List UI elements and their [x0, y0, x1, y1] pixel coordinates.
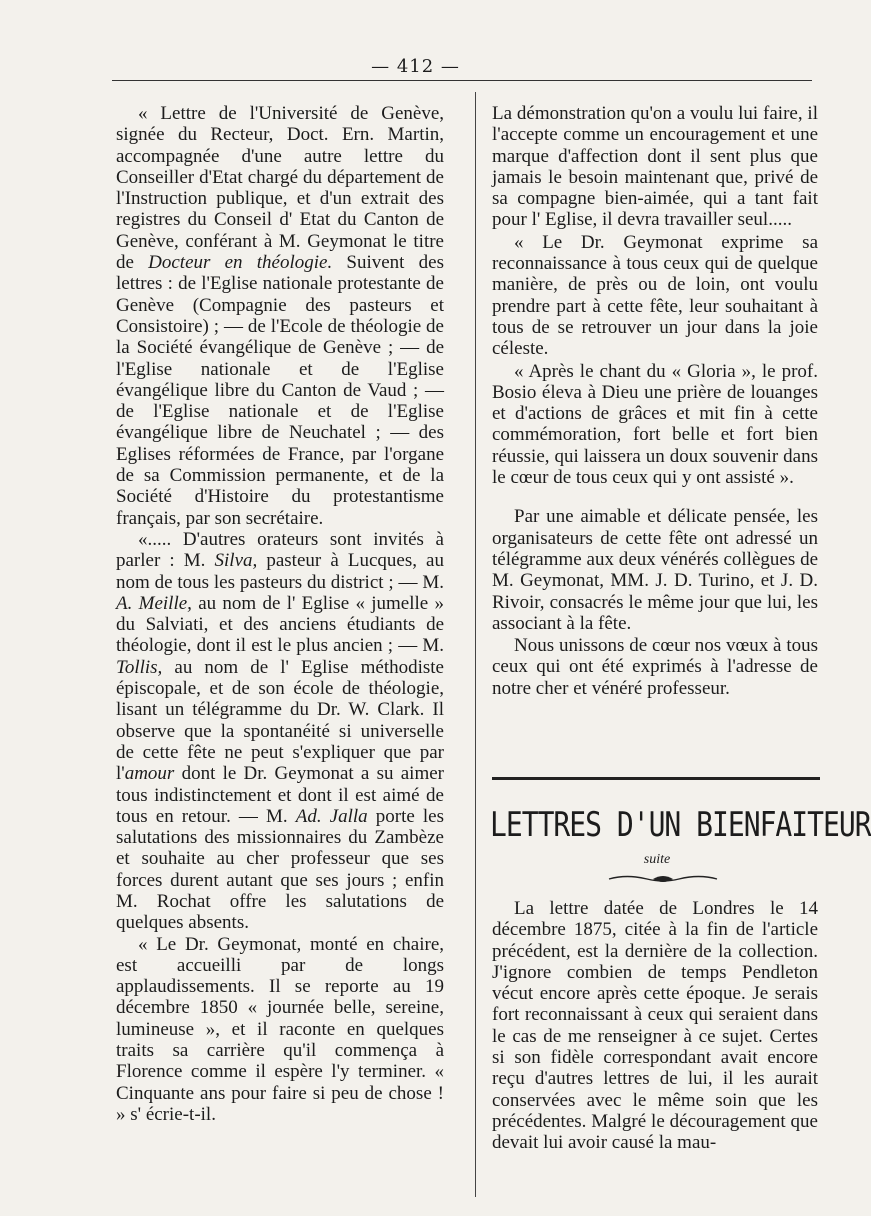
column-divider	[475, 92, 476, 1197]
section-title: LETTRES D'UN BIENFAITEUR	[490, 804, 871, 845]
left-paragraph-3: « Le Dr. Geymonat, monté en chaire, est accueilli par de longs applaudissements. Il se reporte au 19 décembre 1850 « journée belle, sereine, lumineuse », et il raconte en quelques traits sa carrière qu'il commença à Florence comme il espère l'y terminer. « Cinquante ans pour faire si peu de chose ! » s' écrie-t-il.	[116, 933, 444, 1125]
left-paragraph-1: « Lettre de l'Université de Genève, signée du Recteur, Doct. Ern. Martin, accompagnée d'une autre lettre du Conseiller d'Etat chargé du département de l'Instruction publique, et d'un extrait des registres du Conseil d' Etat du Canton de Genève, conférant à M. Geymonat le titre de Docteur en théologie. Suivent des lettres : de l'Eglise nationale protestante de Genève (Compagnie des pasteurs et Consistoire) ; — de l'Ecole de théologie de la Société évangélique de Genève ; — de l'Eglise nationale et de l'Eglise évangélique libre du Canton de Vaud ; — de l'Eglise nationale et de l'Eglise évangélique libre de Neuchatel ; — des Eglises réformées de France, par l'organe de sa Commission permanente, et de la Société d'Histoire du protestantisme français, par son secrétaire.	[116, 103, 444, 529]
section-body	[492, 898, 818, 1154]
right-paragraph-5: Nous unissons de cœur nos vœux à tous ceux qui ont été exprimés à l'adresse de notre cher et vénéré professeur.	[492, 635, 818, 699]
name-tollis: Tollis,	[116, 656, 163, 678]
name-meille: A. Meille,	[116, 592, 192, 614]
right-paragraph-4: Par une aimable et délicate pensée, les organisateurs de cette fête ont adressé un télégramme aux deux vénérés collègues de M. Geymonat, MM. J. D. Turino, et J. D. Rivoir, consacrés le même jour que lui, les associant à la fête.	[492, 506, 818, 634]
section-subtitle: suite	[643, 852, 671, 867]
left-paragraph-2: «..... D'autres orateurs sont invités à parler : M. Silva, pasteur à Lucques, au nom de tous les pasteurs du district ; — M. A. Meille, au nom de l' Eglise « jumelle » du Salviati, et des anciens étudiants de théologie, dont il est le plus ancien ; — M. Tollis, au nom de l' Eglise méthodiste épiscopale, et de son école de théologie, lisant un télégramme du Dr. W. Clark. Il observe que la spontanéité si universelle de cette fête ne peut s'expliquer que par l'amour dont le Dr. Geymonat a su aimer tous indistinctement et dont il est aimé de tous en retour. — M. Ad. Jalla porte les salutations des missionnaires du Zambèze et souhaite au cher professeur que ses forces durent autant que ses jours ; enfin M. Rochat offre les salutations de quelques absents.	[116, 528, 444, 934]
doctorate-title: Docteur en théologie.	[148, 252, 333, 274]
ornament-flourish	[607, 872, 719, 886]
left-column	[116, 103, 444, 1125]
header-rule	[112, 80, 812, 81]
right-paragraph-3: « Après le chant du « Gloria », le prof. Bosio éleva à Dieu une prière de louanges et d'actions de grâces et mit fin à cette commémoration, fort belle et fort bien réussie, qui laissera un doux souvenir dans le cœur de tous ceux qui y ont assisté ».	[492, 360, 818, 489]
section-paragraph: La lettre datée de Londres le 14 décembre 1875, citée à la fin de l'article précédent, est la dernière de la collection. J'ignore combien de temps Pendleton vécut encore après cette époque. Je serais fort reconnaissant à ceux qui seraient dans le cas de me renseigner à ce sujet. Certes si son fidèle correspondant avait encore reçu d'autres lettres de lui, il les aurait conservées avec le même soin que les précédentes. Malgré le découragement que devait lui avoir causé la mau-	[492, 898, 818, 1154]
right-paragraph-1: La démonstration qu'on a voulu lui faire, il l'accepte comme un encouragement et une marque d'affection dont il sent plus que jamais le besoin maintenant que, privé de sa compagne bien-aimée, qui a tant fait pour l' Eglise, il devra travailler seul.....	[492, 103, 818, 231]
name-silva: Silva,	[214, 550, 258, 572]
right-column	[492, 103, 818, 699]
name-jalla: Ad. Jalla	[295, 805, 368, 827]
section-separator	[492, 777, 820, 780]
word-amour: amour	[124, 763, 175, 785]
page-number: — 412 —	[371, 56, 460, 77]
right-paragraph-2: « Le Dr. Geymonat exprime sa reconnaissance à tous ceux qui de quelque manière, de près ou de loin, ont voulu prendre part à cette fête, leur souhaitant à tous de se retrouver un jour dans la joie céleste.	[492, 231, 818, 360]
